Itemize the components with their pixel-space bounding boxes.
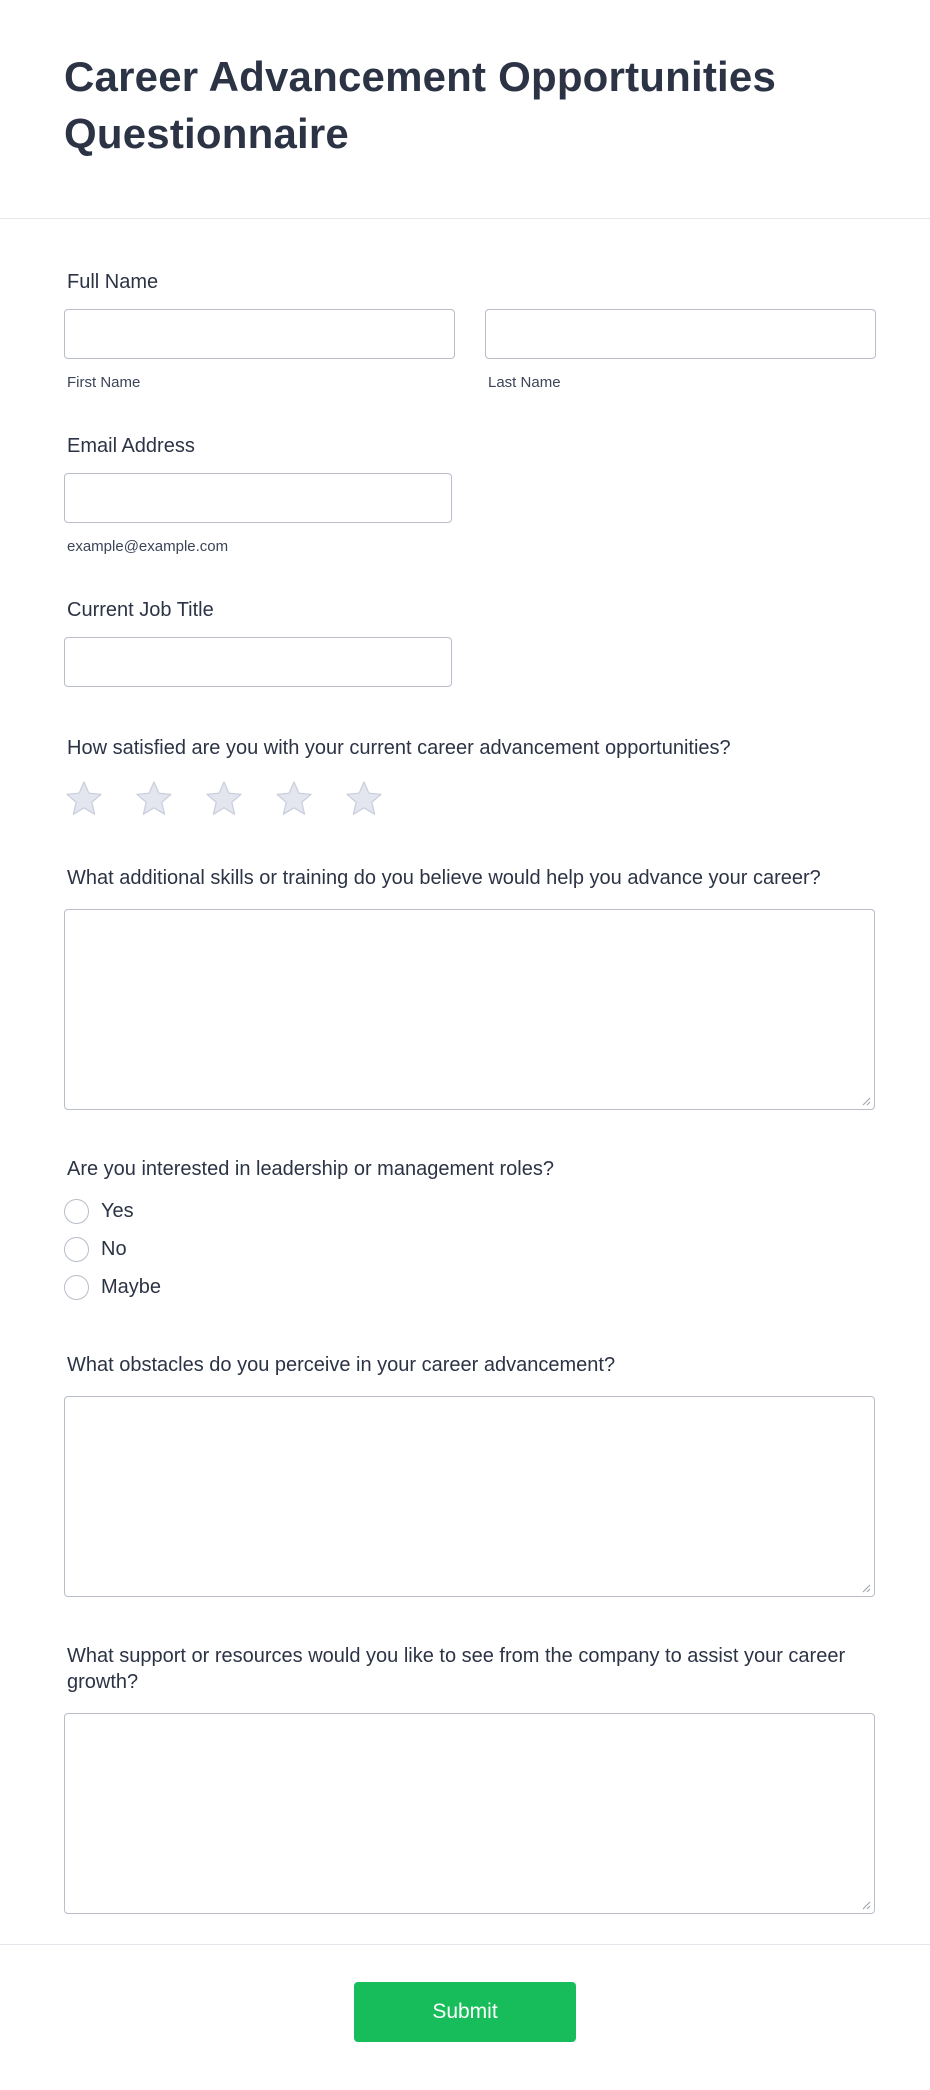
star-icon[interactable] bbox=[134, 779, 174, 819]
star-icon[interactable] bbox=[344, 779, 384, 819]
resize-grip-icon[interactable] bbox=[861, 1583, 871, 1593]
leadership-field bbox=[64, 1156, 866, 1306]
email-field bbox=[64, 433, 866, 555]
form-body bbox=[0, 269, 930, 1914]
obstacles-textarea[interactable] bbox=[64, 1396, 875, 1597]
radio-button[interactable] bbox=[64, 1275, 89, 1300]
last-name-input[interactable] bbox=[485, 309, 876, 359]
leadership-label: Are you interested in leadership or management roles? bbox=[67, 1158, 554, 1180]
star-rating bbox=[64, 779, 866, 819]
star-icon[interactable] bbox=[204, 779, 244, 819]
obstacles-field bbox=[64, 1352, 866, 1597]
email-sublabel: example@example.com bbox=[67, 538, 229, 555]
support-field bbox=[64, 1643, 866, 1914]
obstacles-label: What obstacles do you perceive in your career advancement? bbox=[67, 1354, 616, 1376]
radio-option-maybe[interactable] bbox=[64, 1268, 866, 1306]
skills-field bbox=[64, 865, 866, 1110]
support-textarea[interactable] bbox=[64, 1713, 875, 1914]
job-title-input[interactable] bbox=[64, 637, 452, 687]
submit-button[interactable]: Submit bbox=[354, 1982, 576, 2042]
job-title-field bbox=[64, 597, 866, 687]
form-title: Career Advancement Opportunities Questionnaire bbox=[64, 53, 777, 157]
radio-label: Maybe bbox=[101, 1275, 162, 1298]
radio-option-no[interactable] bbox=[64, 1230, 866, 1268]
full-name-field bbox=[64, 269, 866, 391]
form-footer bbox=[0, 1944, 930, 2090]
radio-label: Yes bbox=[101, 1199, 134, 1222]
radio-label: No bbox=[101, 1237, 127, 1260]
job-title-label: Current Job Title bbox=[67, 599, 214, 621]
first-name-sublabel: First Name bbox=[67, 374, 141, 391]
email-input[interactable] bbox=[64, 473, 452, 523]
skills-textarea[interactable] bbox=[64, 909, 875, 1110]
email-label: Email Address bbox=[67, 435, 195, 457]
radio-button[interactable] bbox=[64, 1199, 89, 1224]
resize-grip-icon[interactable] bbox=[861, 1096, 871, 1106]
full-name-label: Full Name bbox=[67, 271, 159, 293]
first-name-input[interactable] bbox=[64, 309, 455, 359]
support-label: What support or resources would you like to see from the company to assist your career growth? bbox=[67, 1645, 846, 1693]
satisfaction-label: How satisfied are you with your current career advancement opportunities? bbox=[67, 737, 731, 759]
star-icon[interactable] bbox=[64, 779, 104, 819]
skills-label: What additional skills or training do you believe would help you advance your career? bbox=[67, 867, 821, 889]
satisfaction-field bbox=[64, 735, 866, 819]
star-icon[interactable] bbox=[274, 779, 314, 819]
last-name-sublabel: Last Name bbox=[488, 374, 561, 391]
leadership-radio-group bbox=[64, 1192, 866, 1306]
resize-grip-icon[interactable] bbox=[861, 1900, 871, 1910]
form-header bbox=[0, 0, 930, 219]
radio-button[interactable] bbox=[64, 1237, 89, 1262]
radio-option-yes[interactable] bbox=[64, 1192, 866, 1230]
